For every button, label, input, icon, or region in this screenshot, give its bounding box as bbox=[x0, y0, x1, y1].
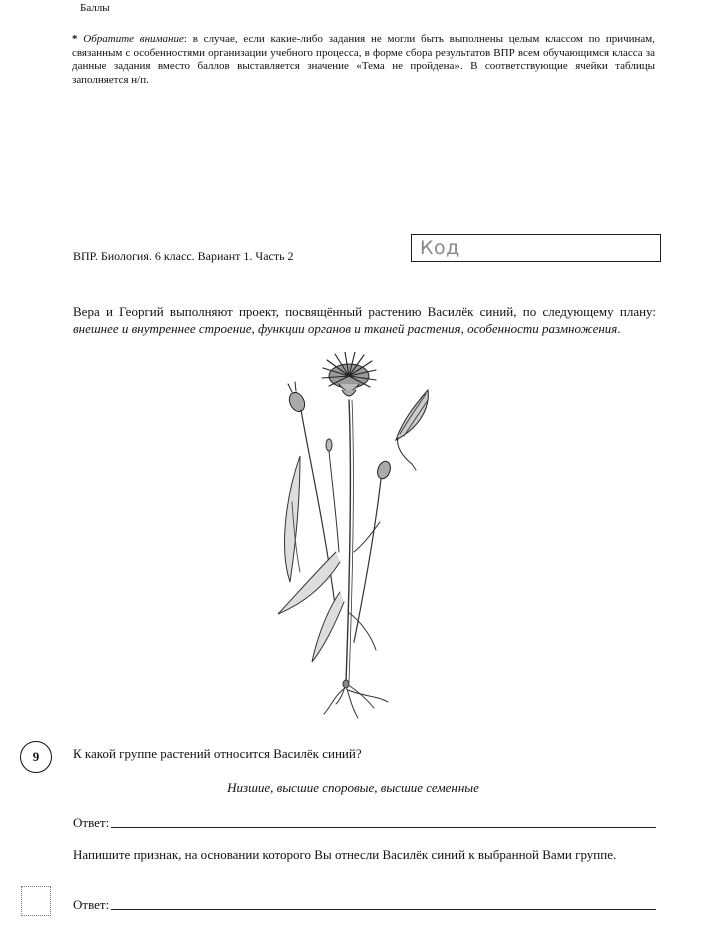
intro-item-functions: функции органов и тканей растения bbox=[258, 321, 461, 336]
answer-row-2 bbox=[73, 896, 656, 913]
flower-head bbox=[322, 352, 376, 396]
attention-note bbox=[72, 33, 655, 87]
answer-input-1[interactable] bbox=[111, 814, 656, 828]
code-field[interactable]: Код bbox=[411, 234, 661, 262]
answer-row-1 bbox=[73, 814, 656, 831]
floret-detail bbox=[396, 390, 428, 470]
intro-end: . bbox=[617, 321, 621, 336]
intro-plain: Вера и Георгий выполняют проект, посвящённый растению Василёк синий, по следующему плану: bbox=[73, 304, 656, 319]
answer-label: Ответ: bbox=[73, 815, 110, 830]
note-text: : в случае, если какие-либо задания не могли быть выполнены целым классом по причинам, связанным с особенностями организации учебного процесса, в форме сбора результатов ВПР всем обучающимся класса за данные задания вместо баллов выставляется значение «Тема не пройдена». В соответствующие ячейки таблицы заполняется н/п. bbox=[72, 33, 655, 86]
answer-options: Низшие, высшие споровые, высшие семенные bbox=[227, 780, 479, 795]
score-box[interactable] bbox=[21, 886, 51, 916]
question-number-badge: 9 bbox=[20, 741, 52, 773]
task-2-text: Напишите признак, на основании которого Вы отнесли Василёк синий к выбранной Вами группе. bbox=[73, 847, 617, 862]
note-asterisk: * bbox=[72, 33, 78, 45]
roots bbox=[324, 680, 388, 718]
points-label: Баллы bbox=[80, 2, 110, 14]
answer-input-2[interactable] bbox=[111, 896, 656, 910]
cornflower-illustration bbox=[266, 352, 456, 724]
intro-sep: , bbox=[251, 321, 259, 336]
note-emphasis: Обратите внимание bbox=[83, 33, 184, 45]
question-text: К какой группе растений относится Василёк синий? bbox=[73, 746, 362, 761]
intro-sep: , bbox=[460, 321, 468, 336]
intro-item-reproduction: особенности размножения bbox=[467, 321, 618, 336]
intro-item-structure: внешнее и внутреннее строение bbox=[73, 321, 252, 336]
intro-paragraph bbox=[73, 303, 656, 337]
answer-label: Ответ: bbox=[73, 897, 110, 912]
page-header-title: ВПР. Биология. 6 класс. Вариант 1. Часть 2 bbox=[73, 249, 294, 263]
